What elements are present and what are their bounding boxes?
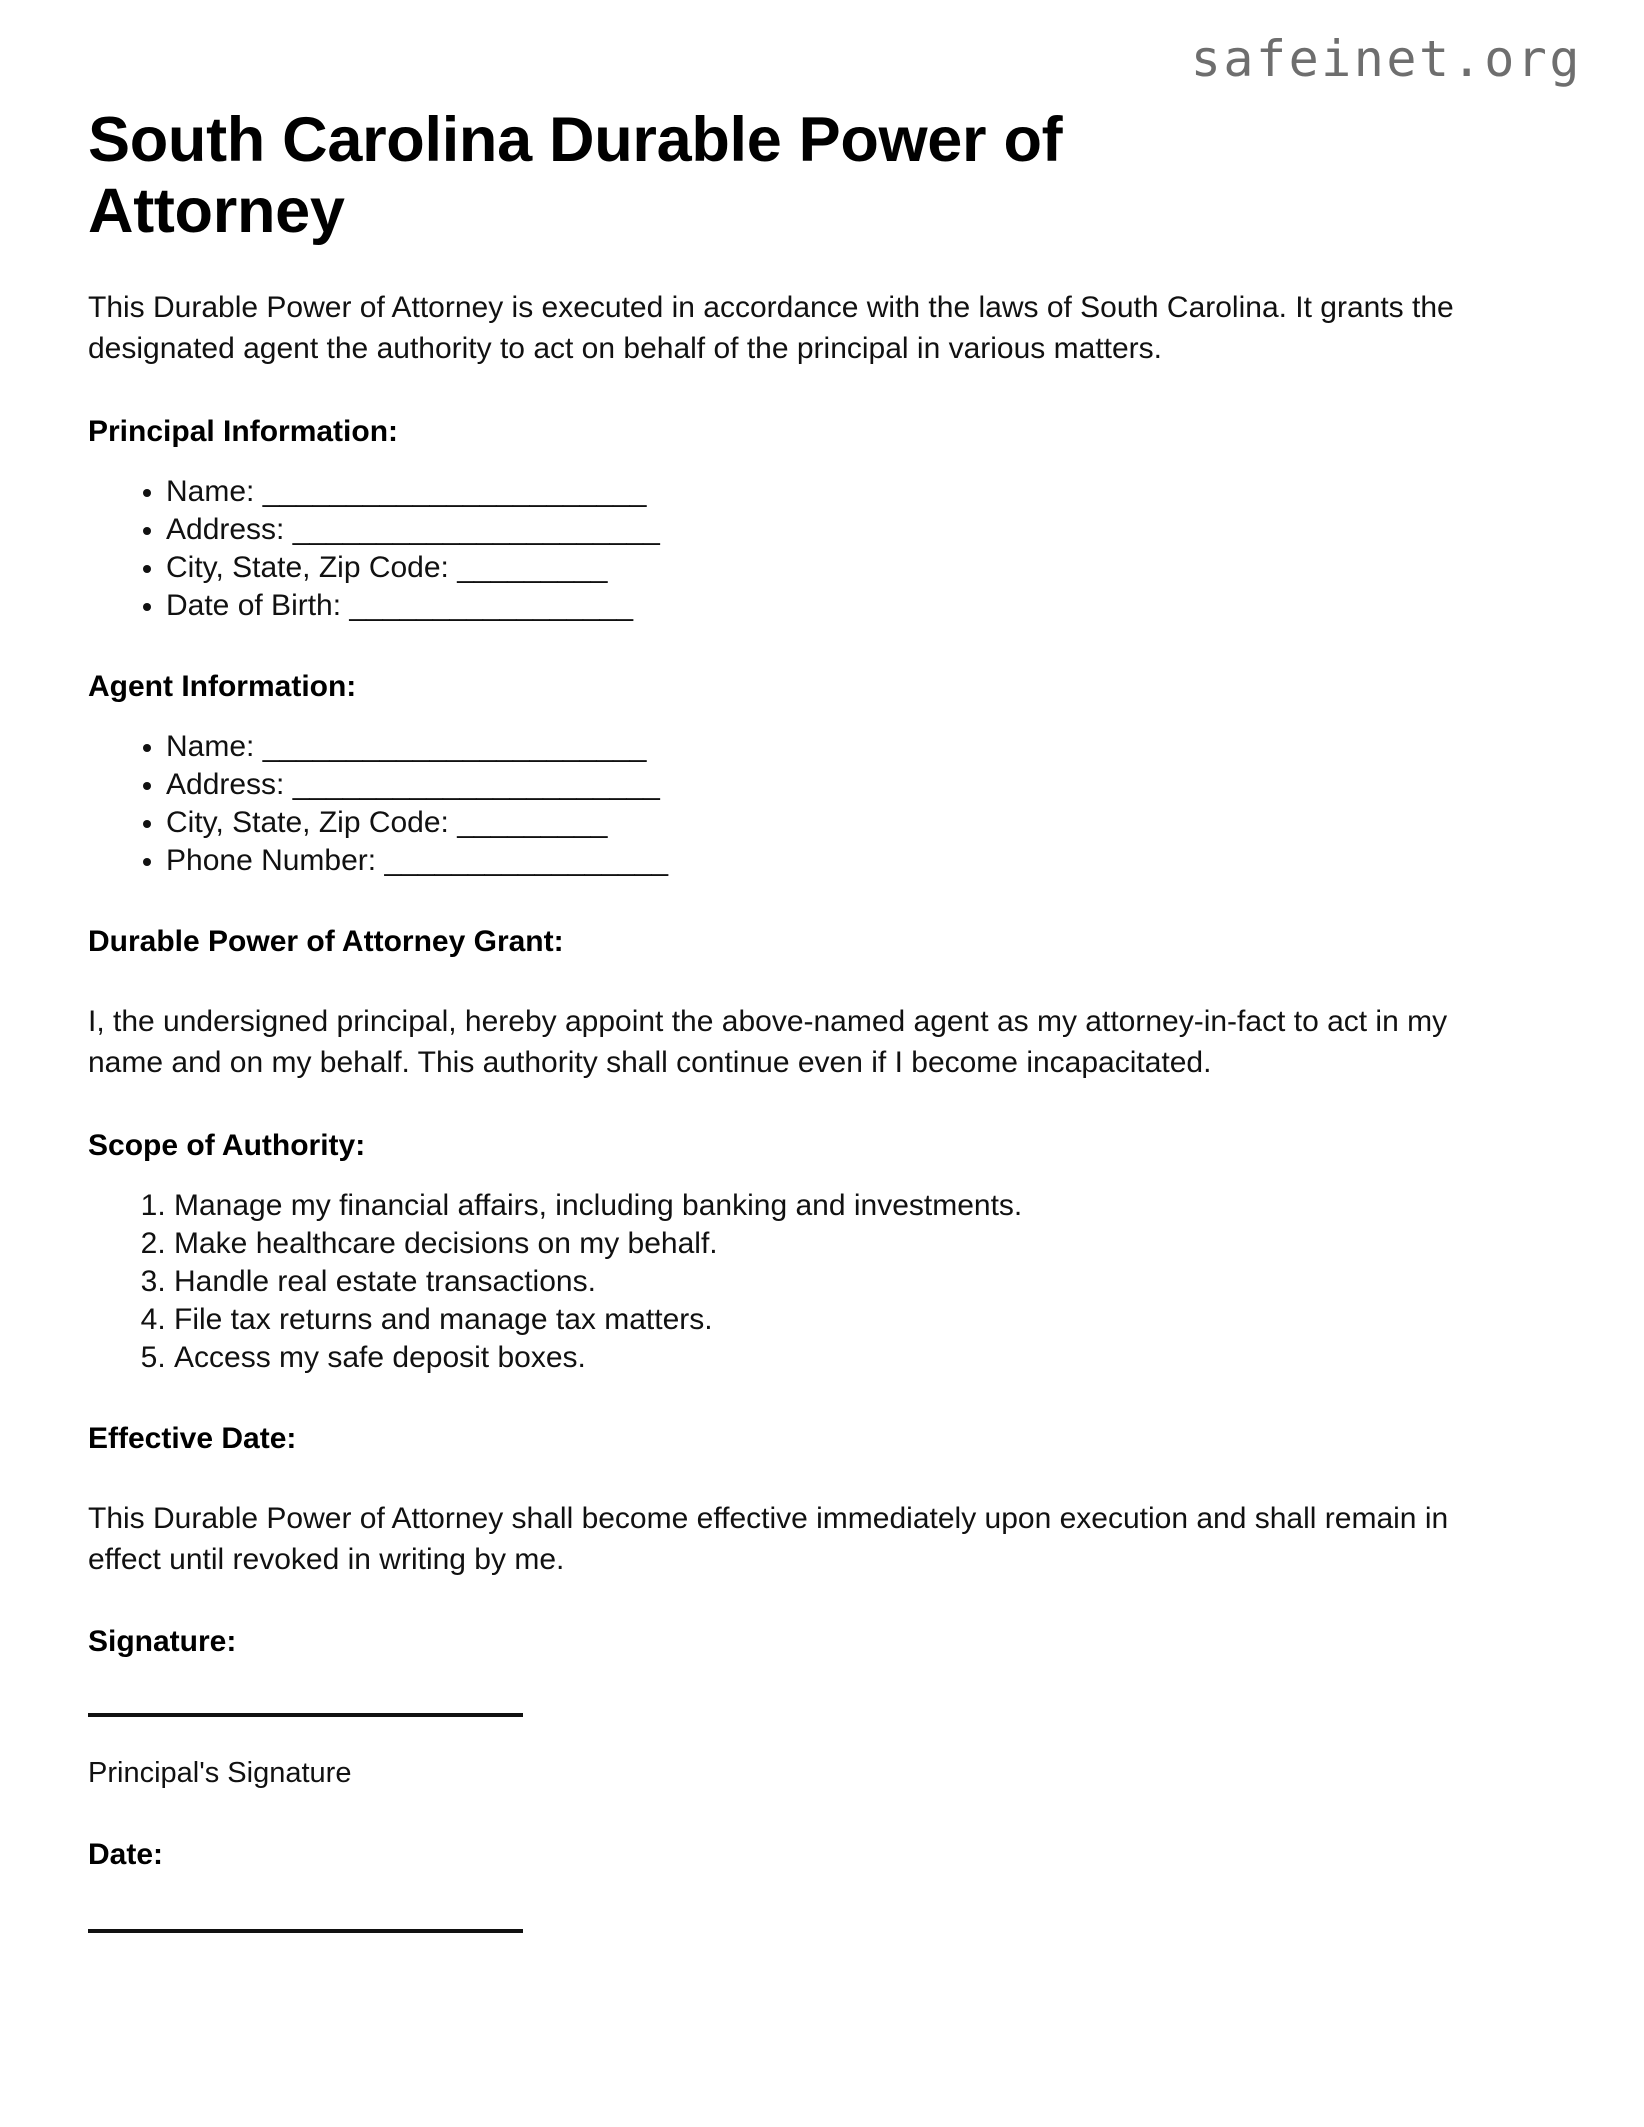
list-item [166, 511, 1538, 549]
date-line [88, 1929, 523, 1933]
scope-of-authority-list [88, 1187, 1538, 1377]
section-heading-agent-information: Agent Information: [88, 669, 357, 703]
section-heading-date: Date: [88, 1837, 164, 1871]
agent-information-field-list [88, 728, 1538, 880]
list-item: 2. Make healthcare decisions on my behalf. [174, 1225, 1538, 1263]
list-item [166, 766, 1538, 804]
signature-line [88, 1713, 523, 1717]
grant-paragraph: I, the undersigned principal, hereby appoint the above-named agent as my attorney-in-fact to act in my name and on my behalf. This authority shall continue even if I become incapacitated. [88, 1005, 1448, 1080]
agent-phone-number-field: Phone Number: _________________ [166, 844, 669, 878]
agent-name-field: Name: _______________________ [166, 729, 647, 763]
agent-city-state-zip-field: City, State, Zip Code: _________ [166, 806, 608, 840]
list-item [166, 549, 1538, 587]
list-item: 5. Access my safe deposit boxes. [174, 1339, 1538, 1377]
section-heading-grant: Durable Power of Attorney Grant: [88, 925, 564, 959]
signature-caption: Principal's Signature [88, 1757, 352, 1790]
section-heading-scope-of-authority: Scope of Authority: [88, 1128, 366, 1162]
list-item: 1. Manage my financial affairs, including banking and investments. [174, 1187, 1538, 1225]
principal-information-field-list [88, 473, 1538, 625]
document-content [88, 105, 1538, 1933]
list-item [166, 842, 1538, 880]
list-item [166, 728, 1538, 766]
principal-name-field: Name: _______________________ [166, 474, 647, 508]
principal-address-field: Address: ______________________ [166, 512, 660, 546]
section-heading-signature: Signature: [88, 1625, 237, 1659]
page-title: South Carolina Durable Power of Attorney [88, 105, 1063, 247]
agent-address-field: Address: ______________________ [166, 768, 660, 802]
section-heading-effective-date: Effective Date: [88, 1421, 297, 1455]
list-item [166, 804, 1538, 842]
section-heading-principal-information: Principal Information: [88, 414, 399, 448]
list-item: 4. File tax returns and manage tax matters. [174, 1301, 1538, 1339]
list-item [166, 587, 1538, 625]
effective-date-paragraph: This Durable Power of Attorney shall become effective immediately upon execution and shall remain in effect until revoked in writing by me. [88, 1501, 1449, 1577]
list-item: 3. Handle real estate transactions. [174, 1263, 1538, 1301]
site-watermark: safeinet.org [1190, 30, 1582, 88]
list-item [166, 473, 1538, 511]
intro-paragraph: This Durable Power of Attorney is executed in accordance with the laws of South Carolina. It grants the designated agent the authority to act on behalf of the principal in various matters. [88, 291, 1454, 366]
principal-city-state-zip-field: City, State, Zip Code: _________ [166, 550, 608, 584]
principal-date-of-birth-field: Date of Birth: _________________ [166, 588, 634, 622]
